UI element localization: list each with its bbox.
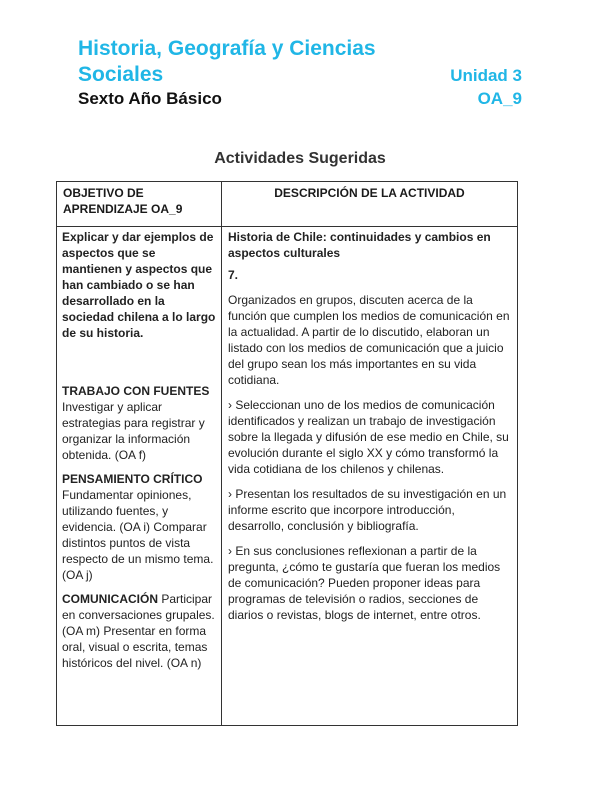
skill-text: Investigar y aplicar estrategias para registrar y organizar la información obtenida. (OA f) — [62, 400, 205, 462]
activity-title: Historia de Chile: continuidades y cambios en aspectos culturales — [228, 230, 491, 260]
skill-heading: COMUNICACIÓN — [62, 592, 158, 606]
skill-trabajo-con-fuentes — [62, 383, 216, 463]
document-header — [78, 36, 522, 110]
skill-pensamiento-critico — [62, 471, 216, 583]
unit-label: Unidad 3 — [450, 66, 522, 85]
section-title: Actividades Sugeridas — [214, 150, 386, 167]
activity-paragraph: › En sus conclusiones reflexionan a partir de la pregunta, ¿cómo te gustaría que fueran los medios de comunicación? Pueden proponer ideas para programas de televisión o radios, secciones de diarios o revistas, blogs de internet, entre otros. — [228, 544, 501, 622]
objective-cell — [57, 227, 222, 725]
skill-text: Fundamentar opiniones, utilizando fuentes, y evidencia. (OA i) Comparar distintos puntos de vista respecto de un mismo tema. (OA j) — [62, 488, 214, 582]
subject-title-line-1: Historia, Geografía y Ciencias — [78, 37, 376, 60]
skill-heading: PENSAMIENTO CRÍTICO — [62, 472, 203, 486]
header-description: DESCRIPCIÓN DE LA ACTIVIDAD — [274, 186, 465, 200]
activity-paragraph: Organizados en grupos, discuten acerca de la función que cumplen los medios de comunicación en la actualidad. A partir de lo discutido, elaboran un listado con los medios de comunicación que a juicio del grupo sean los más importantes en su vida cotidiana. — [228, 293, 510, 387]
activity-paragraph: › Presentan los resultados de su investigación en un informe escrito que incorpore introducción, desarrollo, conclusión y bibliografía. — [228, 487, 507, 533]
description-cell — [222, 227, 517, 725]
activity-paragraph: › Seleccionan uno de los medios de comunicación identificados y realizan un trabajo de investigación sobre la llegada y difusión de ese medio en Chile, su evolución durante el siglo XX y cómo transformó la vida cotidiana de los chilenos y chilenas. — [228, 398, 509, 476]
skill-comunicacion — [62, 591, 216, 671]
header-row-2 — [78, 62, 522, 89]
header-objective: OBJETIVO DE APRENDIZAJE OA_9 — [57, 182, 222, 226]
header-row-3 — [78, 88, 522, 110]
objective-text: Explicar y dar ejemplos de aspectos que se mantienen y aspectos que han cambiado o se han desarrollado en la sociedad chilena a lo largo de su historia. — [62, 230, 216, 340]
activity-number: 7. — [228, 268, 239, 282]
skill-heading: TRABAJO CON FUENTES — [62, 384, 210, 398]
subject-title-line-2: Sociales — [78, 63, 164, 86]
oa-code-label: OA_9 — [477, 89, 522, 108]
grade-label: Sexto Año Básico — [78, 89, 222, 108]
activities-table — [56, 181, 518, 726]
skill-text: Participar en conversaciones grupales. (OA m) Presentar en forma oral, visual o escrita, temas históricos del nivel. (OA n) — [62, 592, 215, 670]
